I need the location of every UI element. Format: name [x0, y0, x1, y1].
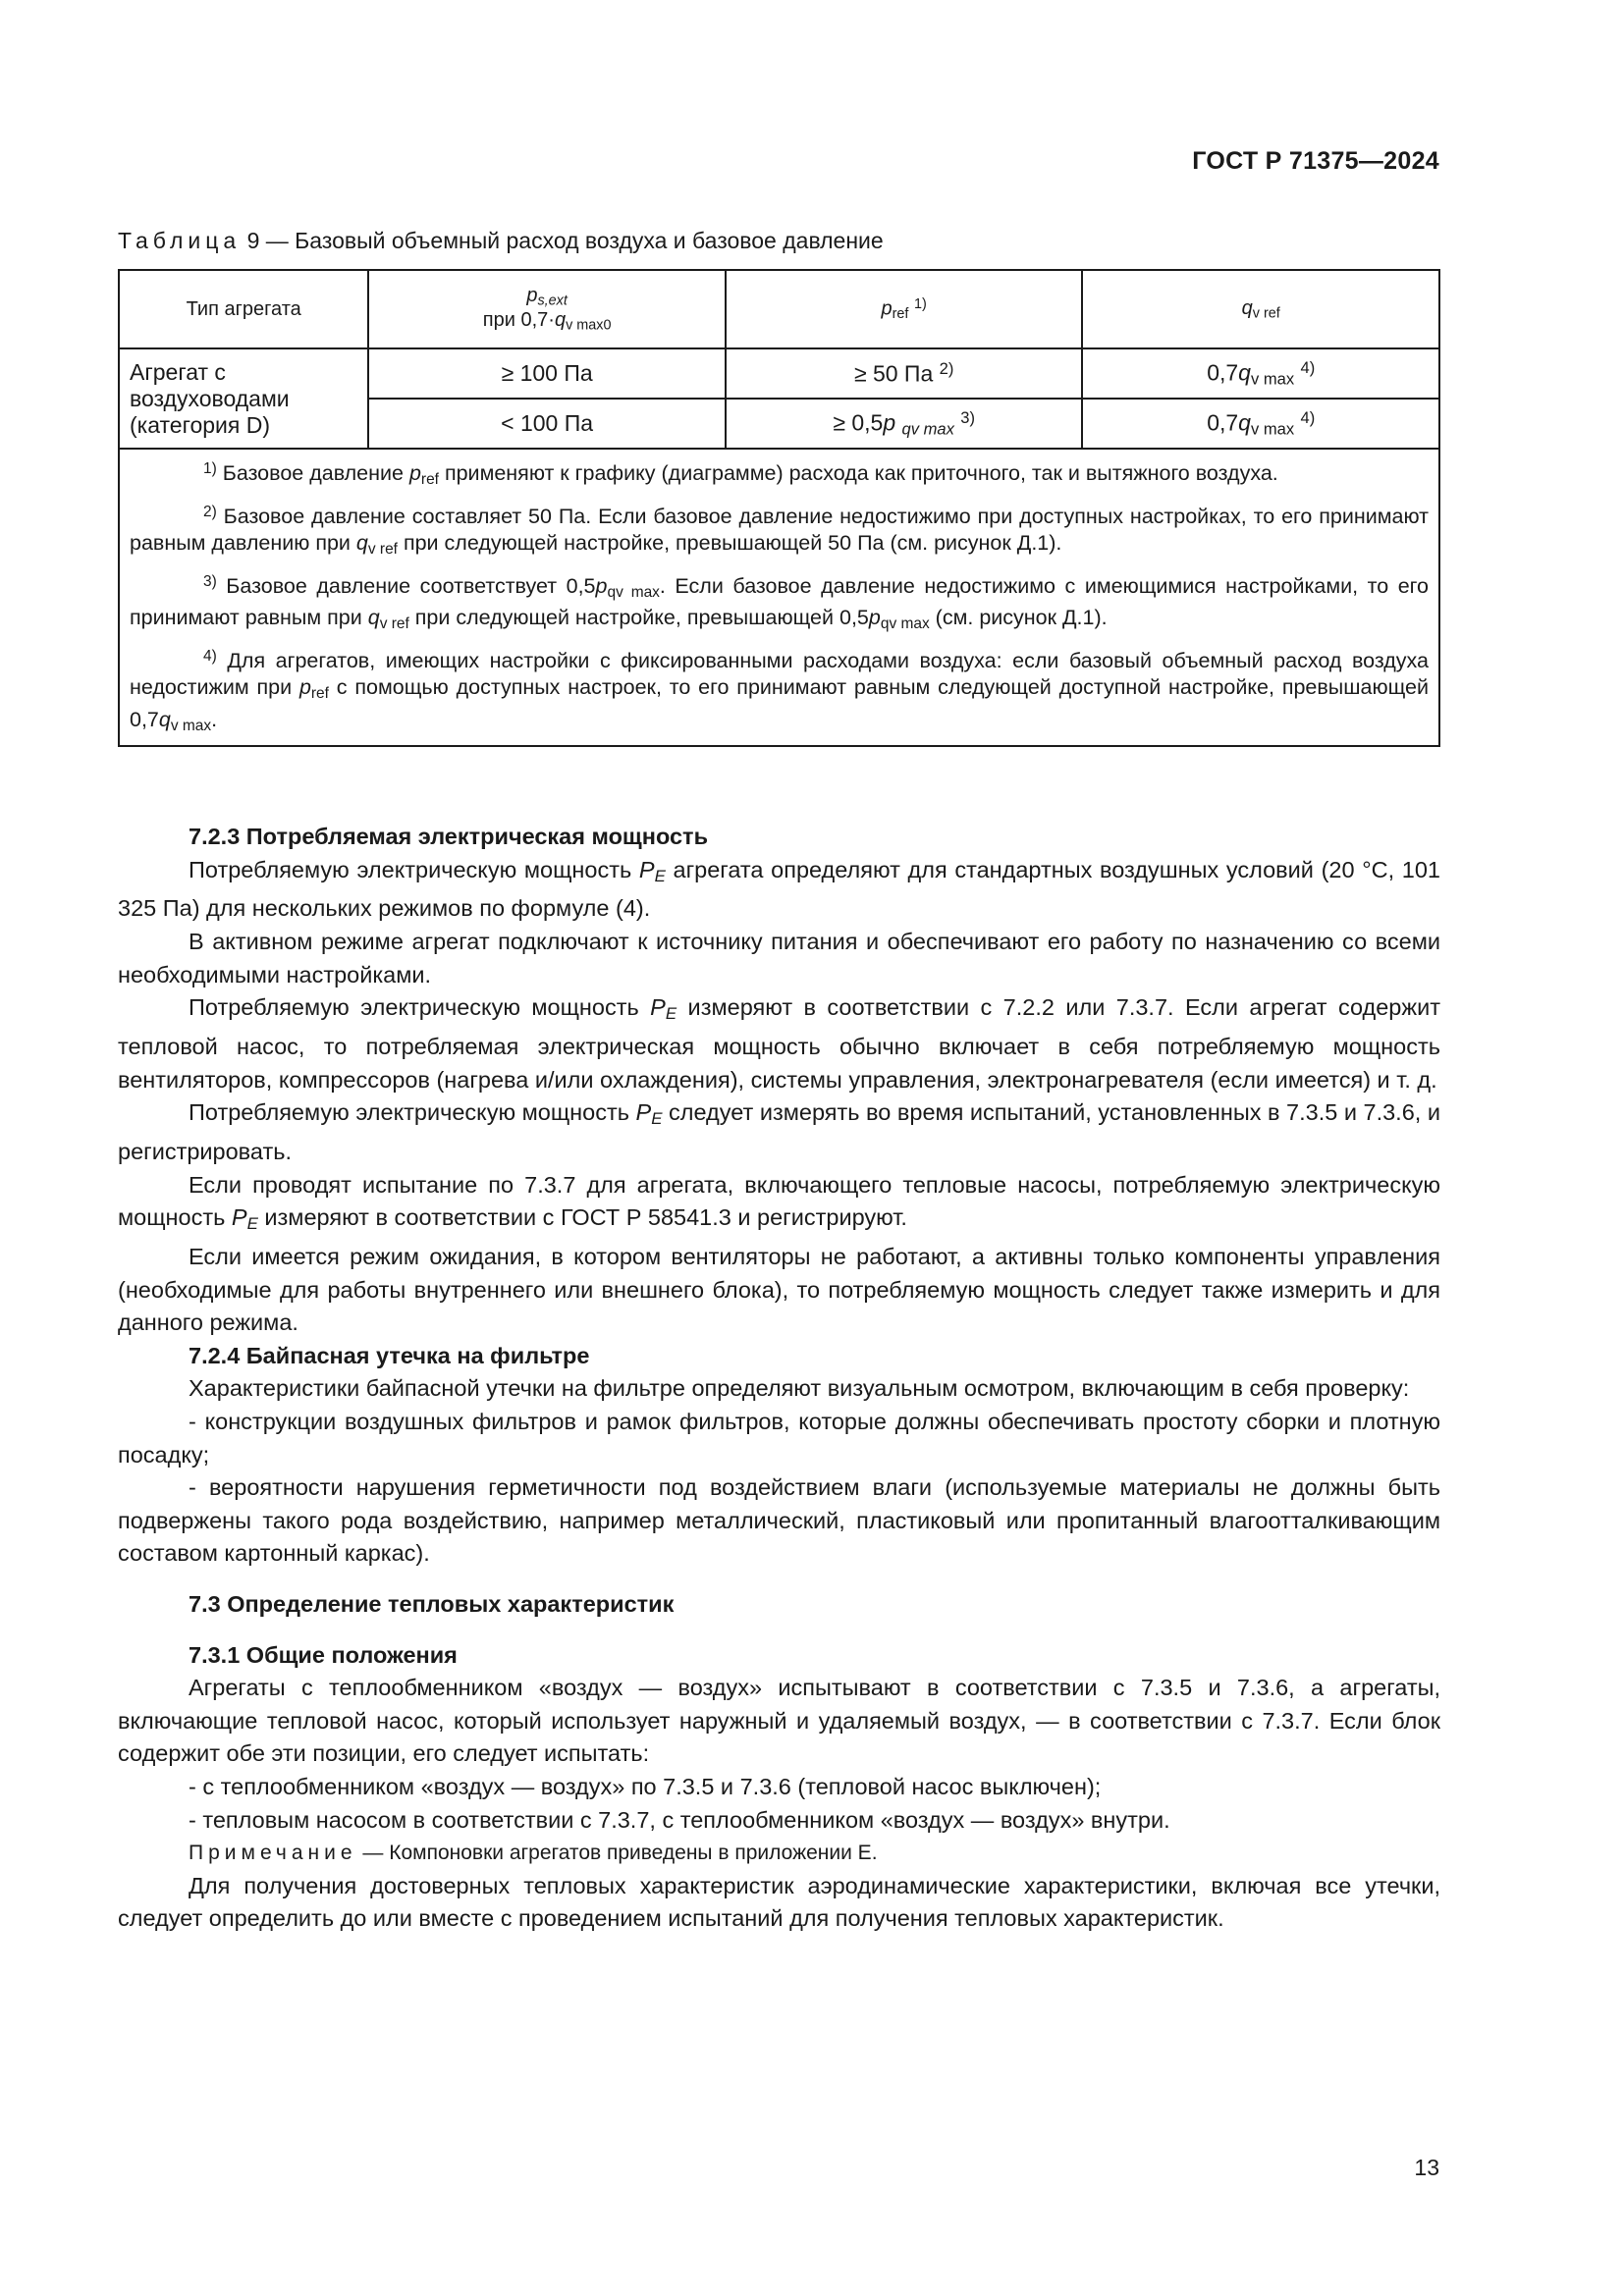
- section-7-3-1-title: 7.3.1 Общие положения: [189, 1641, 458, 1668]
- standard-code: ГОСТ Р 71375—2024: [1192, 147, 1439, 175]
- cell-p-ref: ≥ 50 Па $^{2)}$: [726, 348, 1083, 399]
- cell-qv-ref: $0,7q_{v max}$ $^{4)}$: [1082, 348, 1439, 399]
- section-7-2-4-title: 7.2.4 Байпасная утечка на фильтре: [189, 1342, 590, 1368]
- list-item: - вероятности нарушения герметичности под воздействием влаги (используемые материалы не должны быть подвержены такого рода воздействию, например металлический, пластиковый или пропитанный влагоотталкивающим составом картонный каркас).: [118, 1474, 1440, 1567]
- cell-p-ref: ≥ 0,5p $_{qv max}$ $^{3)}$: [726, 399, 1083, 449]
- paragraph: Потребляемую электрическую мощность $P_E$ следует измерять во время испытаний, установленных в 7.3.5 и 7.3.6, и регистрировать.: [118, 1099, 1440, 1164]
- header-ps-ext: $p_{s,ext}$ при $0,7\cdot q_{v max0}$: [368, 270, 726, 348]
- section-7-2-3-title: 7.2.3 Потребляемая электрическая мощность: [189, 824, 709, 849]
- table-caption-number: 9: [246, 228, 260, 253]
- section-7-3-title: 7.3 Определение тепловых характеристик: [189, 1590, 675, 1617]
- footnote-3: $^{3)}$ Базовое давление соответствует $0,5p_{qv max}$. Если базовое давление недостижимо с имеющимися настройками, то его принимают равным при $q_{v ref}$ при следующей настройке, превышающей $0,5p_{qv max}$ (см. рисунок Д.1).: [130, 572, 1429, 633]
- paragraph: Если проводят испытание по 7.3.7 для агрегата, включающего тепловые насосы, потребляемую электрическую мощность $P_E$ измеряют в соответствии с ГОСТ Р 58541.3 и регистрируют.: [118, 1171, 1440, 1234]
- paragraph: Если имеется режим ожидания, в котором вентиляторы не работают, а активны только компоненты управления (необходимые для работы внутреннего или внешнего блока), то потребляемую мощность следует также измерить и для данного режима.: [118, 1244, 1440, 1336]
- table-notes-row: [119, 449, 1439, 746]
- cell-qv-ref: $0,7q_{v max}$ $^{4)}$: [1082, 399, 1439, 449]
- table-row: [119, 348, 1439, 399]
- list-item: - конструкции воздушных фильтров и рамок фильтров, которые должны обеспечивать простоту сборки и плотную посадку;: [118, 1408, 1440, 1468]
- header-p-ref: $p_{ref}$ $^{1)}$: [726, 270, 1083, 348]
- body-text: [118, 821, 1440, 1936]
- list-item: - с теплообменником «воздух — воздух» по 7.3.5 и 7.3.6 (тепловой насос выключен);: [189, 1773, 1102, 1799]
- table-caption-text: — Базовый объемный расход воздуха и базовое давление: [259, 228, 884, 253]
- cell-ps-ext: ≥ 100 Па: [368, 348, 726, 399]
- footnote-2: $^{2)}$ Базовое давление составляет 50 Па. Если базовое давление недостижимо при доступных настройках, то его принимают равным давлению при $q_{v ref}$ при следующей настройке, превышающей 50 Па (см. рисунок Д.1).: [130, 503, 1429, 558]
- cell-unit-type: Агрегат с воздуховодами (категория D): [119, 348, 368, 449]
- paragraph: В активном режиме агрегат подключают к источнику питания и обеспечивают его работу по назначению со всеми необходимыми настройками.: [118, 929, 1440, 988]
- page-number: 13: [1414, 2155, 1439, 2180]
- paragraph: Потребляемую электрическую мощность $P_E$ агрегата определяют для стандартных воздушных условий (20 °С, 101 325 Па) для нескольких режимов по формуле (4).: [118, 856, 1440, 922]
- paragraph: Потребляемую электрическую мощность $P_E$ измеряют в соответствии с 7.2.2 или 7.3.7. Если агрегат содержит тепловой насос, то потребляемая электрическая мощность обычно включает в себя потребляемую мощность вентиляторов, компрессоров (нагрева и/или охлаждения), системы управления, электронагревателя (если имеется) и т. д.: [118, 994, 1440, 1093]
- footnote-4: $^{4)}$ Для агрегатов, имеющих настройки с фиксированными расходами воздуха: если базовый объемный расход воздуха недостижим при $p_{ref}$ с помощью доступных настроек, то его принимают равным следующей доступной настройке, превышающей $0,7q_{v max}$.: [130, 648, 1429, 734]
- paragraph: Для получения достоверных тепловых характеристик аэродинамические характеристики, включая все утечки, следует определить до или вместе с проведением испытаний для получения тепловых характеристик.: [118, 1872, 1440, 1932]
- table-caption: [118, 228, 884, 254]
- note: Примечание — Компоновки агрегатов приведены в приложении Е.: [189, 1842, 878, 1865]
- footnote-1: $^{1)}$ Базовое давление $p_{ref}$ применяют к графику (диаграмме) расхода как приточного, так и вытяжного воздуха.: [203, 460, 1278, 488]
- table-footnotes: [119, 449, 1439, 746]
- cell-ps-ext: < 100 Па: [368, 399, 726, 449]
- paragraph: Характеристики байпасной утечки на фильтре определяют визуальным осмотром, включающим в себя проверку:: [189, 1375, 1410, 1402]
- list-item: - тепловым насосом в соответствии с 7.3.7, с теплообменником «воздух — воздух» внутри.: [189, 1806, 1170, 1833]
- paragraph: Агрегаты с теплообменником «воздух — воздух» испытывают в соответствии с 7.3.5 и 7.3.6, а агрегаты, включающие тепловой насос, который использует наружный и удаляемый воздух, — в соответствии с 7.3.7. Если блок содержит обе эти позиции, его следует испытать:: [118, 1675, 1440, 1767]
- header-unit-type: Тип агрегата: [119, 270, 368, 348]
- table-9: [118, 269, 1440, 747]
- header-qv-ref: $q_{v ref}$: [1082, 270, 1439, 348]
- table-caption-prefix: Таблица: [118, 228, 242, 253]
- table-header-row: [119, 270, 1439, 348]
